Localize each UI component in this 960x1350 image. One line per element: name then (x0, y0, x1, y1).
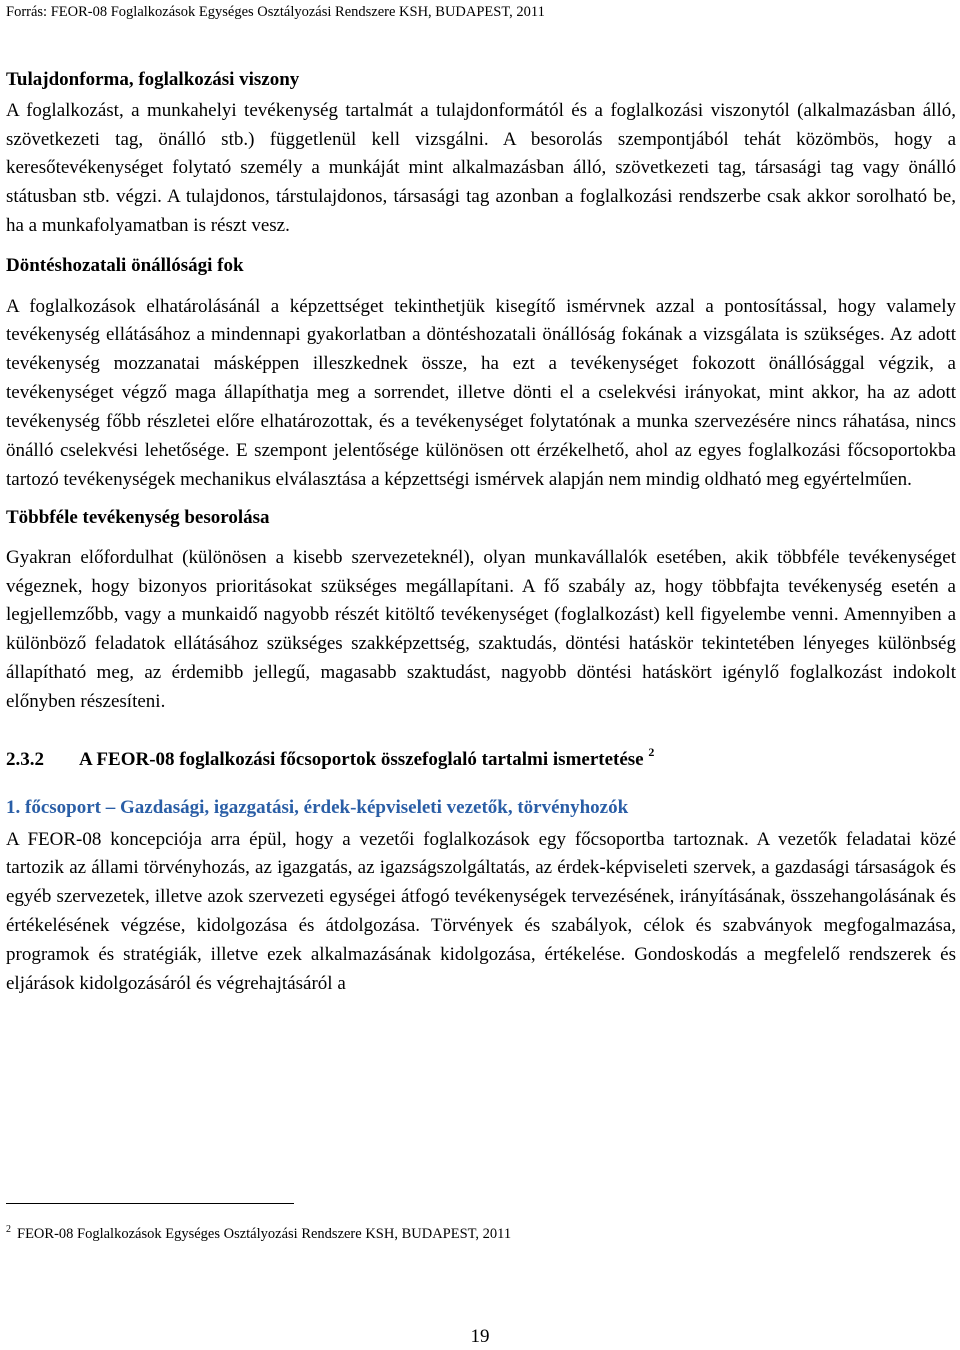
section-heading (6, 744, 956, 773)
footnote-text: FEOR-08 Foglalkozások Egységes Osztályozási Rendszere KSH, BUDAPEST, 2011 (17, 1226, 512, 1242)
paragraph-autonomy: A foglalkozások elhatárolásánál a képzettséget tekinthetjük kisegítő ismérvnek azzal a pontosítással, hogy valamely tevékenység ellátásához a mindennapi gyakorlatban a döntéshozatali önállóság fokának a vizsgálata is szükséges. Az adott tevékenység mozzanatai másképpen illeszkednek össze, ha ezt a tevékenységet fokozott önállósággal végzik, a tevékenységet végző maga állapíthatja meg a sorrendet, illetve dönti el a cselekvési irányokat, mint akkor, ha az adott tevékenység főbb részletei előre elhatározottak, és a tevékenységet folytatónak a munka szervezésére nincs ráhatása, nincs önálló cselekvési lehetősége. E szempont jelentősége különösen ott érzékelhető, ahol az egyes foglalkozási főcsoportokba tartozó tevékenységek mechanikus elválasztása a képzettségi ismérvek alapján nem mindig oldható meg egyértelműen. (6, 295, 956, 490)
heading-ownership: Tulajdonforma, foglalkozási viszony (6, 69, 300, 90)
paragraph-multiple-activities: Gyakran előfordulhat (különösen a kisebb szervezeteknél), olyan munkavállalók esetében, akik többféle tevékenységet végeznek, hogy bizonyos prioritásokat szükséges megállapítani. A fő szabály az, hogy többfajta tevékenység esetén a legjellemzőbb, vagy a munkaidő nagyobb részét kitöltő tevékenységet (foglalkozást) kell figyelembe venni. Amennyiben a különböző feladatok ellátásához szükséges szakképzettség, szaktudás, döntési hatáskör tekintetében lényeges különbség állapítható meg, az érdemibb jellegű, magasabb szaktudást, nagyobb döntési hatáskört igénylő foglalkozást indokolt előnyben részesíteni. (6, 546, 956, 712)
group-heading: 1. főcsoport – Gazdasági, igazgatási, érdek-képviseleti vezetők, törvényhozók (6, 796, 629, 818)
footnote-marker: 2 (6, 1224, 11, 1235)
page-number: 19 (470, 1326, 490, 1347)
page-content (6, 67, 956, 998)
source-header: Forrás: FEOR-08 Foglalkozások Egységes Osztályozási Rendszere KSH, BUDAPEST, 2011 (6, 4, 545, 20)
footnote-reference: 2 (648, 744, 655, 759)
heading-autonomy: Döntéshozatali önállósági fok (6, 254, 244, 276)
footnote (6, 1225, 511, 1243)
heading-multiple-activities: Többféle tevékenység besorolása (6, 506, 270, 528)
paragraph-group-1: A FEOR-08 koncepciója arra épül, hogy a vezetői foglalkozások egy főcsoportba tartoznak. A vezetők feladatai közé tartozik az állami törvényhozás, az igazgatás, az igazságszolgáltatás, az érdek-képviseleti szervek, a gazdasági társaságok és egyéb szervezetek, illetve azok szervezeti egységei átfogó tevékenységek tervezésének, irányításának, összehangolásának és értékelésének végzése, kidolgozása és átdolgozása. Törvények és szabályok, célok és szabványok megfogalmazása, programok és stratégiák, illetve ezek alkalmazásának kidolgozása, értékelése. Gondoskodás a megfelelő rendszerek és eljárások kidolgozásáról és végrehajtásáról a (6, 828, 956, 994)
section-number: 2.3.2 (6, 748, 44, 770)
paragraph-ownership: A foglalkozást, a munkahelyi tevékenység tartalmát a tulajdonformától és a foglalkozási viszonytól (alkalmazásban álló, szövetkezeti tag, önálló stb.) függetlenül kell vizsgálni. A besorolás szempontjából tehát közömbös, hogy a keresőtevékenységet folytató személy a munkáját mint alkalmazásban álló, szövetkezeti tag, társasági tag vagy önálló státusban stb. végzi. A tulajdonos, társtulajdonos, társasági tag azonban a foglalkozási rendszerbe csak akkor sorolható be, ha a munkafolyamatban is részt vesz. (6, 100, 956, 236)
section-title: A FEOR-08 foglalkozási főcsoportok összefoglaló tartalmi ismertetése (79, 748, 644, 770)
footnote-divider (6, 1203, 294, 1204)
